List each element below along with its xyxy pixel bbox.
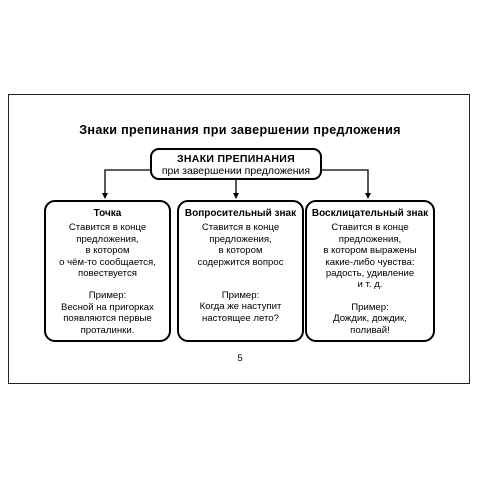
root-box-line1: ЗНАКИ ПРЕПИНАНИЯ: [177, 153, 295, 165]
desc-line: в котором: [85, 245, 130, 257]
arrow-to-box-3: [322, 170, 368, 198]
box-exclamation-mark-example: [311, 302, 429, 336]
desc-line: предложения,: [338, 233, 402, 245]
box-question-mark: [177, 200, 304, 342]
box-exclamation-mark-heading: Восклицательный знак: [311, 208, 429, 219]
example-line: настоящее лето?: [202, 312, 279, 324]
desc-line: повествуется: [78, 268, 137, 280]
box-exclamation-mark: [305, 200, 435, 342]
desc-line: какие-либо чувства:: [325, 256, 415, 268]
example-line: Весной на пригорках: [61, 301, 154, 313]
desc-line: предложения,: [209, 233, 272, 245]
page-number: 5: [237, 353, 243, 364]
desc-line: Ставится в конце: [68, 222, 147, 234]
example-line: Дождик, дождик,: [333, 313, 407, 325]
box-question-mark-description: [183, 222, 298, 268]
desc-line: Ставится в конце: [331, 222, 409, 234]
box-exclamation-mark-description: [311, 222, 429, 290]
diagram-title: Знаки препинания при завершении предложения: [79, 123, 401, 137]
box-period-example: [50, 290, 165, 336]
example-line: Пример:: [351, 301, 389, 313]
desc-line: о чём-то сообщается,: [59, 256, 156, 268]
example-line: Пример:: [88, 290, 127, 302]
desc-line: Ставится в конце: [201, 222, 280, 234]
box-question-mark-example: [183, 290, 298, 324]
box-period-heading: Точка: [93, 208, 122, 219]
example-line: появляются первые: [63, 313, 152, 325]
box-period: [44, 200, 171, 342]
desc-line: в котором выражены: [323, 245, 417, 257]
root-box-line2: при завершении предложения: [161, 165, 311, 177]
box-question-mark-heading: Вопросительный знак: [184, 208, 297, 219]
desc-line: в котором: [218, 245, 263, 257]
desc-line: содержится вопрос: [197, 256, 284, 268]
desc-line: предложения,: [76, 233, 139, 245]
example-line: поливай!: [350, 324, 390, 336]
box-period-description: [50, 222, 165, 279]
desc-line: радость, удивление: [325, 268, 415, 280]
arrow-to-box-1: [105, 170, 150, 198]
example-line: Когда же наступит: [199, 301, 282, 313]
example-line: Пример:: [221, 290, 260, 302]
example-line: проталинки.: [80, 324, 135, 336]
desc-line: и т. д.: [357, 279, 383, 291]
